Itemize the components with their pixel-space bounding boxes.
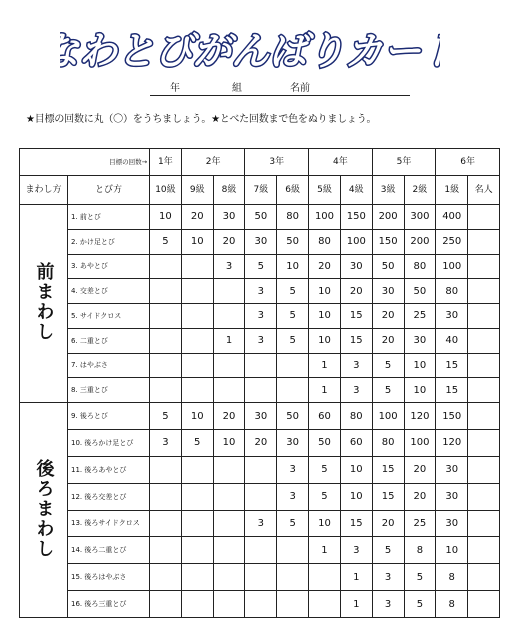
target-count-cell[interactable] bbox=[213, 353, 245, 378]
target-count-cell[interactable]: 20 bbox=[309, 254, 341, 279]
target-count-cell[interactable]: 30 bbox=[213, 205, 245, 230]
target-count-cell[interactable]: 5 bbox=[309, 483, 341, 510]
target-count-cell[interactable]: 20 bbox=[181, 205, 213, 230]
level-header: 4級 bbox=[340, 176, 372, 205]
target-count-cell[interactable]: 20 bbox=[213, 403, 245, 430]
target-count-cell[interactable]: 80 bbox=[340, 403, 372, 430]
jump-name: 6. 二重とび bbox=[68, 328, 150, 353]
target-count-cell[interactable] bbox=[181, 353, 213, 378]
target-count-cell[interactable] bbox=[468, 304, 500, 329]
target-count-cell[interactable]: 1 bbox=[309, 537, 341, 564]
target-count-cell[interactable] bbox=[309, 591, 341, 618]
target-count-cell[interactable]: 5 bbox=[277, 279, 309, 304]
target-count-cell[interactable] bbox=[150, 304, 182, 329]
level-row bbox=[20, 176, 500, 205]
target-count-cell[interactable]: 25 bbox=[404, 304, 436, 329]
level-header: 6級 bbox=[277, 176, 309, 205]
target-count-cell[interactable]: 5 bbox=[277, 510, 309, 537]
target-count-cell[interactable]: 30 bbox=[404, 328, 436, 353]
target-count-cell[interactable]: 3 bbox=[340, 378, 372, 403]
table-row bbox=[20, 205, 500, 230]
table-row bbox=[20, 537, 500, 564]
jump-name: 1. 前とび bbox=[68, 205, 150, 230]
target-count-cell[interactable]: 1 bbox=[340, 591, 372, 618]
jump-name: 3. あやとび bbox=[68, 254, 150, 279]
target-count-cell[interactable] bbox=[277, 537, 309, 564]
jump-rope-table bbox=[19, 148, 500, 618]
jump-name: 10. 後ろかけ足とび bbox=[68, 429, 150, 456]
target-count-cell[interactable]: 30 bbox=[340, 254, 372, 279]
target-count-cell[interactable]: 50 bbox=[277, 403, 309, 430]
target-count-cell[interactable]: 1 bbox=[340, 564, 372, 591]
target-count-cell[interactable] bbox=[181, 591, 213, 618]
target-count-cell[interactable] bbox=[468, 564, 500, 591]
name-label: 名前 bbox=[290, 83, 310, 94]
target-count-cell[interactable]: 10 bbox=[404, 378, 436, 403]
target-count-cell[interactable]: 10 bbox=[309, 510, 341, 537]
student-info bbox=[150, 78, 410, 96]
target-count-cell[interactable]: 120 bbox=[436, 429, 468, 456]
target-count-cell[interactable]: 3 bbox=[245, 510, 277, 537]
target-count-cell[interactable]: 20 bbox=[213, 229, 245, 254]
level-header: 2級 bbox=[404, 176, 436, 205]
target-count-cell[interactable] bbox=[468, 254, 500, 279]
jump-name: 15. 後ろはやぶさ bbox=[68, 564, 150, 591]
target-count-cell[interactable]: 30 bbox=[245, 403, 277, 430]
target-count-cell[interactable] bbox=[181, 279, 213, 304]
class-label: 組 bbox=[232, 83, 242, 94]
target-count-cell[interactable] bbox=[245, 353, 277, 378]
target-count-cell[interactable]: 20 bbox=[372, 328, 404, 353]
target-count-cell[interactable]: 20 bbox=[245, 429, 277, 456]
target-count-cell[interactable] bbox=[150, 254, 182, 279]
target-count-cell[interactable] bbox=[181, 328, 213, 353]
jump-name: 9. 後ろとび bbox=[68, 403, 150, 430]
target-count-cell[interactable]: 3 bbox=[372, 591, 404, 618]
target-count-cell[interactable]: 50 bbox=[245, 205, 277, 230]
target-count-cell[interactable]: 10 bbox=[277, 254, 309, 279]
target-count-cell[interactable] bbox=[181, 510, 213, 537]
target-count-cell[interactable]: 10 bbox=[150, 205, 182, 230]
jump-name: 5. サイドクロス bbox=[68, 304, 150, 329]
target-count-cell[interactable]: 1 bbox=[309, 353, 341, 378]
target-count-cell[interactable] bbox=[181, 456, 213, 483]
target-count-cell[interactable]: 20 bbox=[340, 279, 372, 304]
target-count-cell[interactable]: 20 bbox=[404, 456, 436, 483]
target-count-cell[interactable] bbox=[181, 564, 213, 591]
target-count-cell[interactable] bbox=[181, 483, 213, 510]
target-count-cell[interactable]: 200 bbox=[404, 229, 436, 254]
target-count-cell[interactable]: 100 bbox=[404, 429, 436, 456]
target-count-cell[interactable] bbox=[213, 378, 245, 403]
target-count-cell[interactable]: 3 bbox=[277, 483, 309, 510]
target-count-cell[interactable]: 10 bbox=[309, 304, 341, 329]
target-count-cell[interactable]: 40 bbox=[436, 328, 468, 353]
target-count-cell[interactable]: 15 bbox=[372, 456, 404, 483]
target-count-cell[interactable] bbox=[245, 537, 277, 564]
target-count-cell[interactable] bbox=[468, 591, 500, 618]
instructions: ★目標の回数に丸（〇）をうちましょう。★とべた回数まで色をぬりましょう。 bbox=[26, 114, 377, 125]
target-count-cell[interactable]: 200 bbox=[372, 205, 404, 230]
target-count-cell[interactable] bbox=[213, 591, 245, 618]
table-row bbox=[20, 254, 500, 279]
jump-name: 2. かけ足とび bbox=[68, 229, 150, 254]
table-row bbox=[20, 510, 500, 537]
target-count-cell[interactable] bbox=[468, 456, 500, 483]
grade-3: 3年 bbox=[245, 149, 309, 176]
target-count-cell[interactable]: 50 bbox=[309, 429, 341, 456]
jump-name: 8. 三重とび bbox=[68, 378, 150, 403]
target-count-cell[interactable]: 250 bbox=[436, 229, 468, 254]
table-row bbox=[20, 279, 500, 304]
target-count-cell[interactable] bbox=[468, 378, 500, 403]
target-count-cell[interactable]: 20 bbox=[372, 304, 404, 329]
target-count-cell[interactable]: 10 bbox=[436, 537, 468, 564]
grade-row bbox=[20, 149, 500, 176]
level-header: 5級 bbox=[309, 176, 341, 205]
target-count-cell[interactable] bbox=[181, 304, 213, 329]
target-count-cell[interactable] bbox=[468, 429, 500, 456]
level-header: 7級 bbox=[245, 176, 277, 205]
table-row bbox=[20, 328, 500, 353]
target-count-cell[interactable]: 1 bbox=[309, 378, 341, 403]
title-text: なわとびがんばりカード bbox=[60, 29, 440, 73]
target-count-cell[interactable]: 15 bbox=[340, 328, 372, 353]
target-count-cell[interactable] bbox=[245, 456, 277, 483]
target-count-cell[interactable] bbox=[150, 456, 182, 483]
grade-5: 5年 bbox=[372, 149, 436, 176]
grade-6: 6年 bbox=[436, 149, 500, 176]
target-count-cell[interactable] bbox=[468, 279, 500, 304]
target-count-cell[interactable] bbox=[150, 537, 182, 564]
target-count-cell[interactable] bbox=[150, 564, 182, 591]
jump-name: 4. 交差とび bbox=[68, 279, 150, 304]
target-count-cell[interactable]: 1 bbox=[213, 328, 245, 353]
target-count-cell[interactable]: 100 bbox=[309, 205, 341, 230]
level-header: 名人 bbox=[468, 176, 500, 205]
target-count-cell[interactable]: 30 bbox=[277, 429, 309, 456]
target-count-cell[interactable]: 5 bbox=[372, 537, 404, 564]
target-count-cell[interactable]: 30 bbox=[245, 229, 277, 254]
target-count-cell[interactable] bbox=[245, 483, 277, 510]
target-count-cell[interactable] bbox=[277, 378, 309, 403]
target-count-cell[interactable]: 3 bbox=[245, 279, 277, 304]
target-count-cell[interactable]: 5 bbox=[181, 429, 213, 456]
jump-name: 12. 後ろ交差とび bbox=[68, 483, 150, 510]
target-count-cell[interactable]: 10 bbox=[181, 229, 213, 254]
target-count-cell[interactable]: 10 bbox=[340, 456, 372, 483]
target-count-cell[interactable]: 80 bbox=[277, 205, 309, 230]
level-header: 9級 bbox=[181, 176, 213, 205]
target-count-cell[interactable]: 8 bbox=[436, 564, 468, 591]
target-count-cell[interactable] bbox=[468, 537, 500, 564]
target-count-cell[interactable] bbox=[213, 279, 245, 304]
target-count-cell[interactable]: 10 bbox=[213, 429, 245, 456]
target-count-cell[interactable]: 15 bbox=[340, 304, 372, 329]
target-count-cell[interactable] bbox=[213, 564, 245, 591]
target-count-cell[interactable]: 400 bbox=[436, 205, 468, 230]
target-count-cell[interactable]: 8 bbox=[436, 591, 468, 618]
level-header: 8級 bbox=[213, 176, 245, 205]
grade-1: 1年 bbox=[150, 149, 182, 176]
target-count-cell[interactable] bbox=[468, 483, 500, 510]
target-count-cell[interactable]: 3 bbox=[340, 537, 372, 564]
target-count-cell[interactable]: 3 bbox=[245, 304, 277, 329]
target-count-cell[interactable] bbox=[468, 328, 500, 353]
target-count-cell[interactable]: 20 bbox=[404, 483, 436, 510]
target-count-cell[interactable] bbox=[213, 483, 245, 510]
target-count-cell[interactable] bbox=[468, 229, 500, 254]
target-count-cell[interactable] bbox=[213, 510, 245, 537]
target-count-cell[interactable] bbox=[150, 353, 182, 378]
target-count-cell[interactable] bbox=[245, 564, 277, 591]
target-count-cell[interactable]: 30 bbox=[436, 483, 468, 510]
target-count-cell[interactable]: 120 bbox=[404, 403, 436, 430]
target-count-cell[interactable]: 25 bbox=[404, 510, 436, 537]
target-count-cell[interactable]: 10 bbox=[309, 328, 341, 353]
target-count-cell[interactable]: 80 bbox=[309, 229, 341, 254]
jump-name: 7. はやぶさ bbox=[68, 353, 150, 378]
target-count-cell[interactable]: 60 bbox=[340, 429, 372, 456]
grade-label: 年 bbox=[170, 83, 180, 94]
target-count-cell[interactable]: 5 bbox=[277, 328, 309, 353]
target-count-cell[interactable]: 3 bbox=[150, 429, 182, 456]
target-count-cell[interactable]: 150 bbox=[436, 403, 468, 430]
target-count-cell[interactable]: 30 bbox=[372, 279, 404, 304]
target-count-cell[interactable] bbox=[245, 378, 277, 403]
card-title bbox=[60, 28, 440, 74]
jump-name: 13. 後ろサイドクロス bbox=[68, 510, 150, 537]
target-count-cell[interactable]: 150 bbox=[340, 205, 372, 230]
table-row bbox=[20, 229, 500, 254]
target-count-cell[interactable] bbox=[468, 510, 500, 537]
target-count-cell[interactable]: 100 bbox=[372, 403, 404, 430]
target-count-cell[interactable] bbox=[150, 510, 182, 537]
table-row bbox=[20, 429, 500, 456]
target-count-cell[interactable] bbox=[150, 328, 182, 353]
target-count-cell[interactable]: 20 bbox=[372, 510, 404, 537]
target-count-cell[interactable]: 15 bbox=[436, 353, 468, 378]
target-count-cell[interactable]: 80 bbox=[372, 429, 404, 456]
target-count-cell[interactable]: 100 bbox=[436, 254, 468, 279]
jump-name: 11. 後ろあやとび bbox=[68, 456, 150, 483]
table-row bbox=[20, 483, 500, 510]
target-count-cell[interactable]: 5 bbox=[404, 591, 436, 618]
target-count-cell[interactable] bbox=[277, 564, 309, 591]
jump-header: とび方 bbox=[68, 176, 150, 205]
target-count-cell[interactable]: 5 bbox=[372, 353, 404, 378]
level-header: 3級 bbox=[372, 176, 404, 205]
table-row bbox=[20, 456, 500, 483]
target-count-cell[interactable]: 30 bbox=[436, 456, 468, 483]
target-count-cell[interactable] bbox=[468, 205, 500, 230]
table-row bbox=[20, 564, 500, 591]
target-count-cell[interactable]: 3 bbox=[245, 328, 277, 353]
target-count-cell[interactable]: 80 bbox=[404, 254, 436, 279]
target-count-cell[interactable]: 15 bbox=[340, 510, 372, 537]
target-count-cell[interactable]: 10 bbox=[309, 279, 341, 304]
info-underline bbox=[150, 95, 410, 96]
rotation-group-label bbox=[20, 205, 68, 403]
table-row bbox=[20, 591, 500, 618]
title-logo bbox=[60, 28, 440, 74]
target-count-cell[interactable] bbox=[213, 537, 245, 564]
target-count-cell[interactable] bbox=[277, 591, 309, 618]
jump-name: 14. 後ろ二重とび bbox=[68, 537, 150, 564]
target-count-cell[interactable]: 8 bbox=[404, 537, 436, 564]
rotation-group-text: 前まわし bbox=[33, 262, 55, 343]
target-count-cell[interactable] bbox=[150, 483, 182, 510]
target-count-cell[interactable] bbox=[213, 304, 245, 329]
target-count-cell[interactable] bbox=[181, 537, 213, 564]
target-count-cell[interactable]: 5 bbox=[372, 378, 404, 403]
target-count-cell[interactable]: 10 bbox=[404, 353, 436, 378]
target-count-cell[interactable] bbox=[150, 378, 182, 403]
jump-name: 16. 後ろ三重とび bbox=[68, 591, 150, 618]
target-count-cell[interactable] bbox=[468, 353, 500, 378]
target-count-cell[interactable]: 50 bbox=[372, 254, 404, 279]
table-row bbox=[20, 304, 500, 329]
target-count-cell[interactable]: 10 bbox=[340, 483, 372, 510]
target-count-cell[interactable] bbox=[181, 254, 213, 279]
rotation-group-label bbox=[20, 403, 68, 618]
grade-4: 4年 bbox=[309, 149, 373, 176]
target-count-cell[interactable]: 5 bbox=[404, 564, 436, 591]
target-count-cell[interactable]: 5 bbox=[245, 254, 277, 279]
target-count-cell[interactable]: 60 bbox=[309, 403, 341, 430]
table-row bbox=[20, 403, 500, 430]
target-count-cell[interactable]: 5 bbox=[309, 456, 341, 483]
target-count-cell[interactable]: 5 bbox=[150, 403, 182, 430]
table-row bbox=[20, 378, 500, 403]
target-count-cell[interactable]: 3 bbox=[372, 564, 404, 591]
target-count-cell[interactable] bbox=[150, 279, 182, 304]
target-count-cell[interactable]: 100 bbox=[340, 229, 372, 254]
target-count-cell[interactable] bbox=[181, 378, 213, 403]
target-count-cell[interactable]: 3 bbox=[340, 353, 372, 378]
rotation-group-text: 後ろまわし bbox=[33, 458, 55, 559]
target-count-cell[interactable]: 5 bbox=[277, 304, 309, 329]
target-count-cell[interactable]: 150 bbox=[372, 229, 404, 254]
target-count-cell[interactable]: 15 bbox=[372, 483, 404, 510]
target-count-cell[interactable] bbox=[309, 564, 341, 591]
level-header: 10級 bbox=[150, 176, 182, 205]
level-header: 1級 bbox=[436, 176, 468, 205]
target-count-cell[interactable] bbox=[277, 353, 309, 378]
target-label: 目標の回数→ bbox=[20, 149, 150, 176]
target-count-cell[interactable]: 50 bbox=[404, 279, 436, 304]
grade-2: 2年 bbox=[181, 149, 245, 176]
target-count-cell[interactable] bbox=[468, 403, 500, 430]
target-count-cell[interactable]: 5 bbox=[150, 229, 182, 254]
target-count-cell[interactable]: 10 bbox=[181, 403, 213, 430]
target-count-cell[interactable]: 15 bbox=[436, 378, 468, 403]
target-count-cell[interactable]: 3 bbox=[213, 254, 245, 279]
target-count-cell[interactable] bbox=[150, 591, 182, 618]
target-count-cell[interactable] bbox=[213, 456, 245, 483]
target-count-cell[interactable] bbox=[245, 591, 277, 618]
method-header: まわし方 bbox=[20, 176, 68, 205]
table-row bbox=[20, 353, 500, 378]
target-count-cell[interactable]: 300 bbox=[404, 205, 436, 230]
target-count-cell[interactable]: 30 bbox=[436, 304, 468, 329]
target-count-cell[interactable]: 3 bbox=[277, 456, 309, 483]
target-count-cell[interactable]: 30 bbox=[436, 510, 468, 537]
target-count-cell[interactable]: 50 bbox=[277, 229, 309, 254]
target-count-cell[interactable]: 80 bbox=[436, 279, 468, 304]
